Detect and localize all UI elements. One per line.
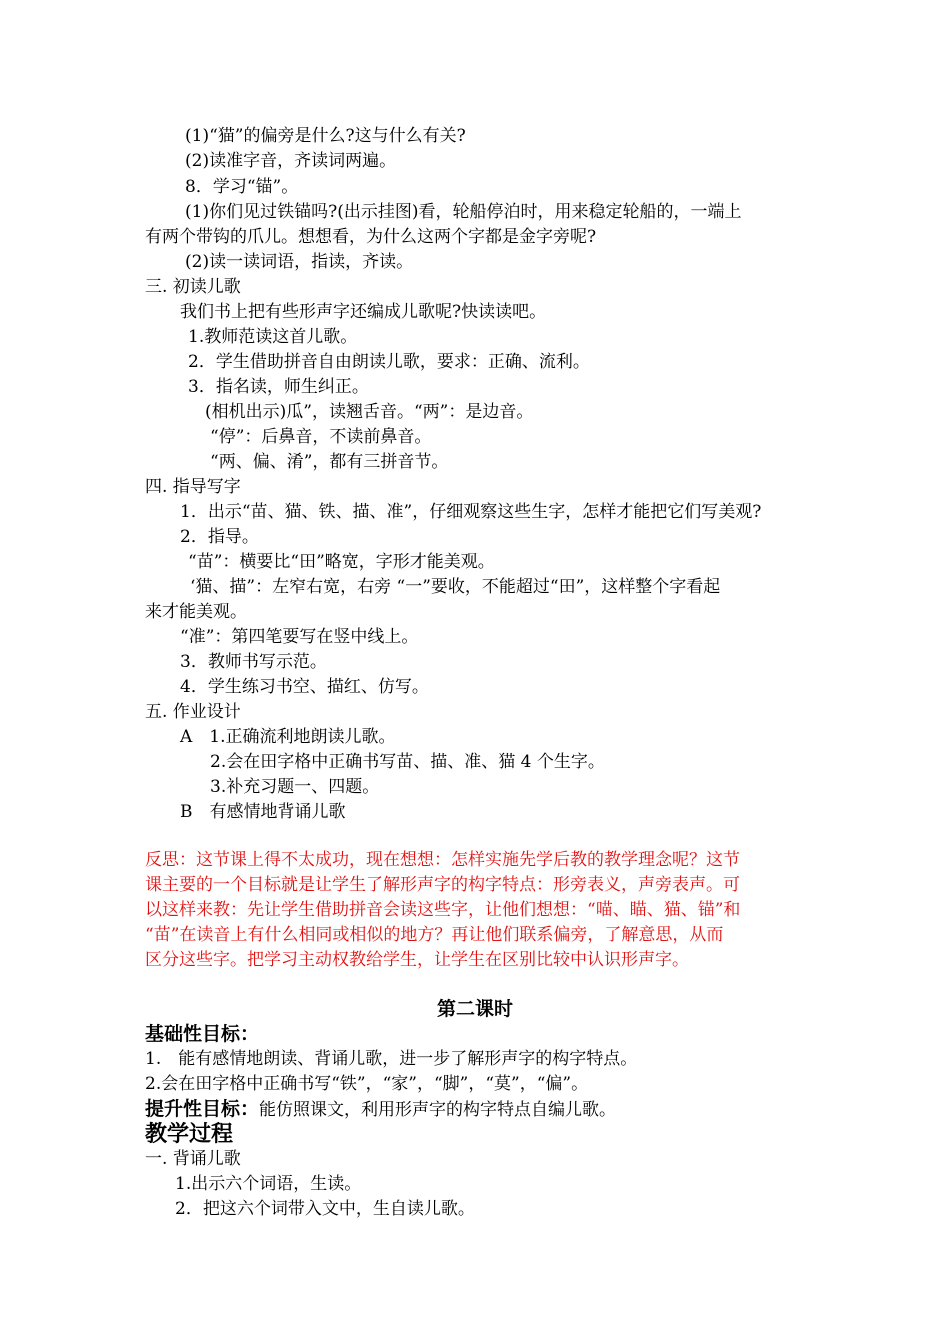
text-line: (2)读一读词语，指读，齐读。 bbox=[185, 252, 414, 272]
basic-goal-heading: 基础性目标： bbox=[145, 1023, 260, 1045]
text-line: 4．学生练习书空、描红、仿写。 bbox=[180, 677, 429, 697]
advanced-goal-line bbox=[145, 1097, 616, 1123]
text-line: “苗”：横要比“田”略宽，字形才能美观。 bbox=[188, 552, 495, 572]
text-line: 1．出示“苗、猫、铁、描、准”，仔细观察这些生字，怎样才能把它们写美观? bbox=[180, 502, 762, 522]
text-line: ‘猫、描”：左窄右宽，右旁 “一”要收，不能超过“田”，这样整个字看起 bbox=[190, 577, 721, 597]
goal-line: 1. 能有感情地朗读、背诵儿歌，进一步了解形声字的构字特点。 bbox=[145, 1049, 638, 1069]
section-heading: 一. 背诵儿歌 bbox=[145, 1149, 241, 1169]
text-line: (2)读准字音，齐读词两遍。 bbox=[185, 151, 397, 171]
text-line: A 1.正确流利地朗读儿歌。 bbox=[180, 727, 396, 747]
text-line: (相机出示)瓜”，读翘舌音。“两”：是边音。 bbox=[205, 402, 534, 422]
text-line: 2．指导。 bbox=[180, 527, 259, 547]
section-heading: 三. 初读儿歌 bbox=[145, 277, 241, 297]
text-line: 有两个带钩的爪儿。想想看，为什么这两个字都是金字旁呢? bbox=[145, 227, 597, 247]
text-line: 我们书上把有些形声字还编成儿歌呢?快读读吧。 bbox=[180, 302, 547, 322]
lesson-title: 第二课时 bbox=[436, 998, 513, 1020]
reflection-line: 区分这些字。把学习主动权教给学生，让学生在区别比较中认识形声字。 bbox=[145, 950, 689, 970]
text-line: 来才能美观。 bbox=[145, 602, 247, 622]
text-line: (1)你们见过铁锚吗?(出示挂图)看，轮船停泊时，用来稳定轮船的，一端上 bbox=[185, 202, 742, 222]
text-line: 2.会在田字格中正确书写苗、描、准、猫 4 个生字。 bbox=[210, 752, 605, 772]
text-line: 8．学习“锚”。 bbox=[185, 177, 299, 197]
text-line: “停”：后鼻音，不读前鼻音。 bbox=[210, 427, 432, 447]
text-line: (1)“猫”的偏旁是什么?这与什么有关? bbox=[185, 126, 466, 146]
section-heading: 四. 指导写字 bbox=[145, 477, 241, 497]
reflection-line: “苗”在读音上有什么相同或相似的地方？再让他们联系偏旁，了解意思，从而 bbox=[145, 925, 724, 945]
text-line: 2．把这六个词带入文中，生自读儿歌。 bbox=[175, 1199, 475, 1219]
text-line: B 有感情地背诵儿歌 bbox=[180, 802, 346, 822]
text-line: 3.补充习题一、四题。 bbox=[210, 777, 380, 797]
process-heading: 教学过程 bbox=[145, 1122, 234, 1147]
text-line: 1.出示六个词语，生读。 bbox=[175, 1174, 362, 1194]
text-line: 3．教师书写示范。 bbox=[180, 652, 327, 672]
text-line: 3．指名读，师生纠正。 bbox=[188, 377, 369, 397]
text-line: 1.教师范读这首儿歌。 bbox=[188, 327, 358, 347]
reflection-line: 课主要的一个目标就是让学生了解形声字的构字特点：形旁表义，声旁表声。可 bbox=[145, 875, 740, 895]
text-line: 2．学生借助拼音自由朗读儿歌，要求：正确、流利。 bbox=[188, 352, 590, 372]
reflection-line: 反思：这节课上得不太成功，现在想想：怎样实施先学后教的教学理念呢？这节 bbox=[145, 850, 740, 870]
text-line: “两、偏、淆”，都有三拼音节。 bbox=[210, 452, 449, 472]
section-heading: 五. 作业设计 bbox=[145, 702, 241, 722]
goal-line: 2.会在田字格中正确书写“铁”，“家”，“脚”，“莫”，“偏”。 bbox=[145, 1074, 589, 1094]
reflection-line: 以这样来教：先让学生借助拼音会读这些字，让他们想想：“喵、瞄、猫、锚”和 bbox=[145, 900, 741, 920]
text-line: “准”：第四笔要写在竖中线上。 bbox=[180, 627, 419, 647]
advanced-goal-text: 能仿照课文，利用形声字的构字特点自编儿歌。 bbox=[259, 1100, 617, 1120]
advanced-goal-heading: 提升性目标： bbox=[145, 1098, 260, 1120]
